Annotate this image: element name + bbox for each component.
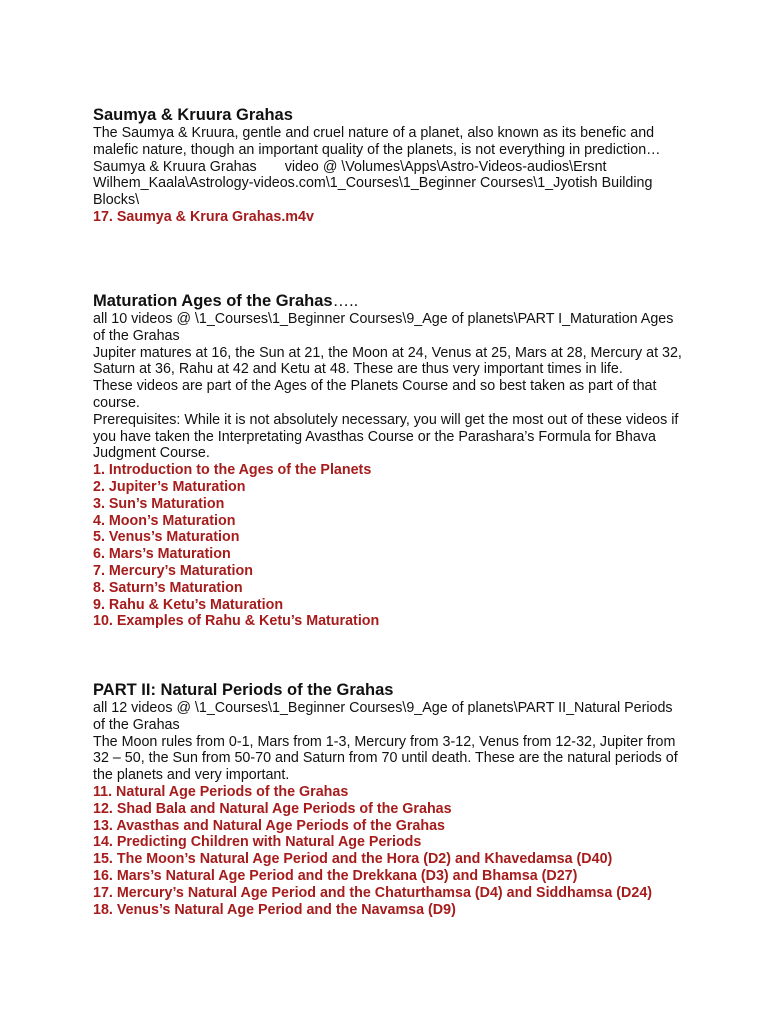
section-title: Maturation Ages of the Grahas….. — [93, 292, 359, 310]
video-link[interactable]: 13. Avasthas and Natural Age Periods of the Grahas — [93, 817, 445, 834]
video-link[interactable]: 14. Predicting Children with Natural Age Periods — [93, 834, 422, 851]
section-natural-periods — [93, 680, 683, 918]
section-paragraph: Jupiter matures at 16, the Sun at 21, the Moon at 24, Venus at 25, Mars at 28, Mercury at 32, Saturn at 36, Rahu at 42 and Ketu at 48. These are thus very important times in life. — [93, 344, 682, 378]
video-link-list — [93, 462, 683, 630]
video-link[interactable]: 3. Sun’s Maturation — [93, 495, 225, 512]
video-location — [93, 159, 683, 209]
section-paragraph: all 12 videos @ \1_Courses\1_Beginner Courses\9_Age of planets\PART II_Natural Periods of the Grahas — [93, 700, 673, 733]
video-link[interactable]: 10. Examples of Rahu & Ketu’s Maturation — [93, 613, 380, 630]
video-link[interactable]: 1. Introduction to the Ages of the Planets — [93, 462, 372, 479]
section-paragraph: The Moon rules from 0-1, Mars from 1-3, Mercury from 3-12, Venus from 12-32, Jupiter from 32 – 50, the Sun from 50-70 and Saturn from 70 until death. These are the natural periods of the planets and very important. — [93, 733, 678, 784]
video-link[interactable]: 4. Moon’s Maturation — [93, 512, 236, 529]
section-title: Saumya & Kruura Grahas — [93, 106, 293, 124]
section-title: PART II: Natural Periods of the Grahas — [93, 681, 394, 699]
section-saumya-kruura — [93, 105, 683, 226]
video-link[interactable]: 9. Rahu & Ketu’s Maturation — [93, 596, 284, 613]
video-link[interactable]: 11. Natural Age Periods of the Grahas — [93, 783, 349, 800]
video-link[interactable]: 7. Mercury’s Maturation — [93, 562, 253, 579]
section-paragraph: Prerequisites: While it is not absolutely necessary, you will get the most out of these videos if you have taken the Interpretating Avasthas Course or the Parashara’s Formula for Bhava Judgment Course. — [93, 411, 679, 462]
video-link[interactable]: 5. Venus’s Maturation — [93, 529, 240, 546]
video-link-list — [93, 209, 683, 226]
title-ellipsis: ….. — [332, 292, 359, 310]
video-link[interactable]: 12. Shad Bala and Natural Age Periods of the Grahas — [93, 800, 452, 817]
section-paragraph: The Saumya & Kruura, gentle and cruel nature of a planet, also known as its benefic and malefic nature, though an important quality of the planets, is not everything in prediction… — [93, 125, 661, 158]
video-link[interactable]: 17. Saumya & Krura Grahas.m4v — [93, 208, 314, 225]
video-link[interactable]: 16. Mars’s Natural Age Period and the Drekkana (D3) and Bhamsa (D27) — [93, 867, 578, 884]
video-label: Saumya & Kruura Grahas — [93, 158, 257, 175]
section-paragraph: These videos are part of the Ages of the Planets Course and so best taken as part of that course. — [93, 378, 657, 411]
section-paragraph: all 10 videos @ \1_Courses\1_Beginner Courses\9_Age of planets\PART I_Maturation Ages of the Grahas — [93, 311, 674, 344]
video-link[interactable]: 18. Venus’s Natural Age Period and the Navamsa (D9) — [93, 901, 456, 918]
video-link[interactable]: 17. Mercury’s Natural Age Period and the Chaturthamsa (D4) and Siddhamsa (D24) — [93, 884, 653, 901]
video-link[interactable]: 15. The Moon’s Natural Age Period and the Hora (D2) and Khavedamsa (D40) — [93, 851, 613, 868]
video-link[interactable]: 6. Mars’s Maturation — [93, 546, 231, 563]
video-link[interactable]: 8. Saturn’s Maturation — [93, 579, 243, 596]
video-path: video @ \Volumes\Apps\Astro-Videos-audios\Ersnt Wilhem_Kaala\Astrology-videos.com\1_Courses\1_Beginner Courses\1_Jyotish Building Blocks\ — [93, 158, 653, 209]
section-maturation-ages — [93, 291, 683, 630]
video-link-list — [93, 784, 683, 918]
video-link[interactable]: 2. Jupiter’s Maturation — [93, 478, 246, 495]
